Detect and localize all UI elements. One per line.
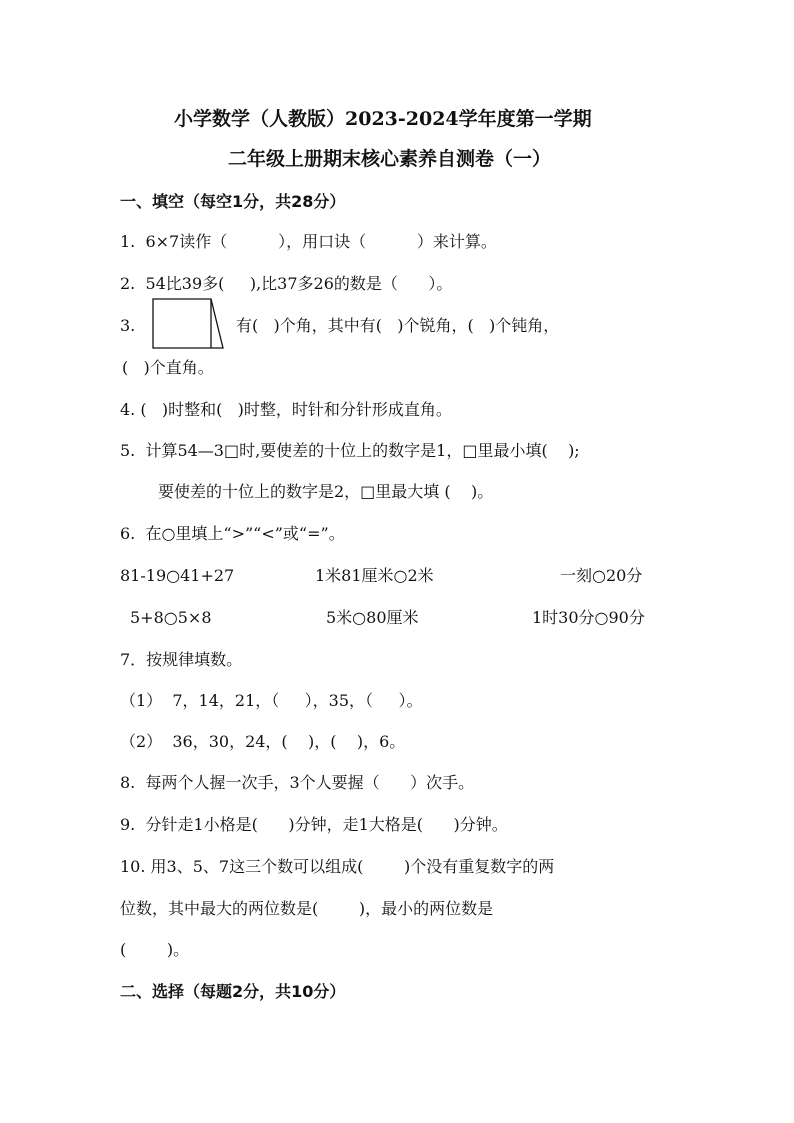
question-4: 4. ( )时整和( )时整，时针和分针形成直角。 bbox=[120, 400, 452, 419]
question-1: 1. 6×7读作（ ），用口诀（ ）来计算。 bbox=[120, 232, 497, 251]
question-6: 6. 在○里填上“>”“<”或“=”。 bbox=[120, 524, 345, 543]
compare-item-1: 81-19○41+27 bbox=[120, 566, 235, 585]
question-3-line-2: ( )个直角。 bbox=[122, 358, 214, 377]
question-3-line-1: 有( )个角，其中有( )个锐角，( )个钝角， bbox=[236, 316, 560, 335]
question-5-line-2: 要使差的十位上的数字是2，□里最大填 ( )。 bbox=[158, 482, 494, 501]
question-10-line-3: ( )。 bbox=[120, 940, 190, 959]
section-2-heading: 二、选择（每题2分，共10分） bbox=[120, 982, 346, 1001]
question-3-number: 3. bbox=[120, 316, 136, 335]
title-line-1: 小学数学（人教版）2023-2024学年度第一学期 bbox=[174, 108, 592, 130]
question-7-part-1: （1） 7，14，21，（ ），35，（ ）。 bbox=[120, 691, 423, 710]
section-1-heading: 一、填空（每空1分，共28分） bbox=[120, 192, 346, 211]
quadrilateral-figure bbox=[152, 298, 224, 350]
question-5-line-1: 5. 计算54—3□时,要使差的十位上的数字是1，□里最小填( ); bbox=[120, 441, 580, 460]
compare-item-3: 一刻○20分 bbox=[560, 566, 643, 585]
compare-item-5: 5米○80厘米 bbox=[326, 608, 419, 627]
question-10-line-1: 10. 用3、5、7这三个数可以组成( )个没有重复数字的两 bbox=[120, 857, 555, 876]
question-10-line-2: 位数，其中最大的两位数是( )，最小的两位数是 bbox=[120, 899, 494, 918]
compare-item-6: 1时30分○90分 bbox=[532, 608, 645, 627]
compare-item-2: 1米81厘米○2米 bbox=[315, 566, 434, 585]
question-2: 2. 54比39多( ),比37多26的数是（ ）。 bbox=[120, 274, 453, 293]
title-line-2: 二年级上册期末核心素养自测卷（一） bbox=[228, 148, 552, 170]
compare-item-4: 5+8○5×8 bbox=[130, 608, 212, 627]
question-7-part-2: （2） 36，30，24，( )，( )，6。 bbox=[120, 732, 406, 751]
question-8: 8. 每两个人握一次手，3个人要握（ ）次手。 bbox=[120, 773, 475, 792]
question-9: 9. 分针走1小格是( )分钟，走1大格是( )分钟。 bbox=[120, 815, 508, 834]
question-7: 7．按规律填数。 bbox=[120, 650, 243, 669]
